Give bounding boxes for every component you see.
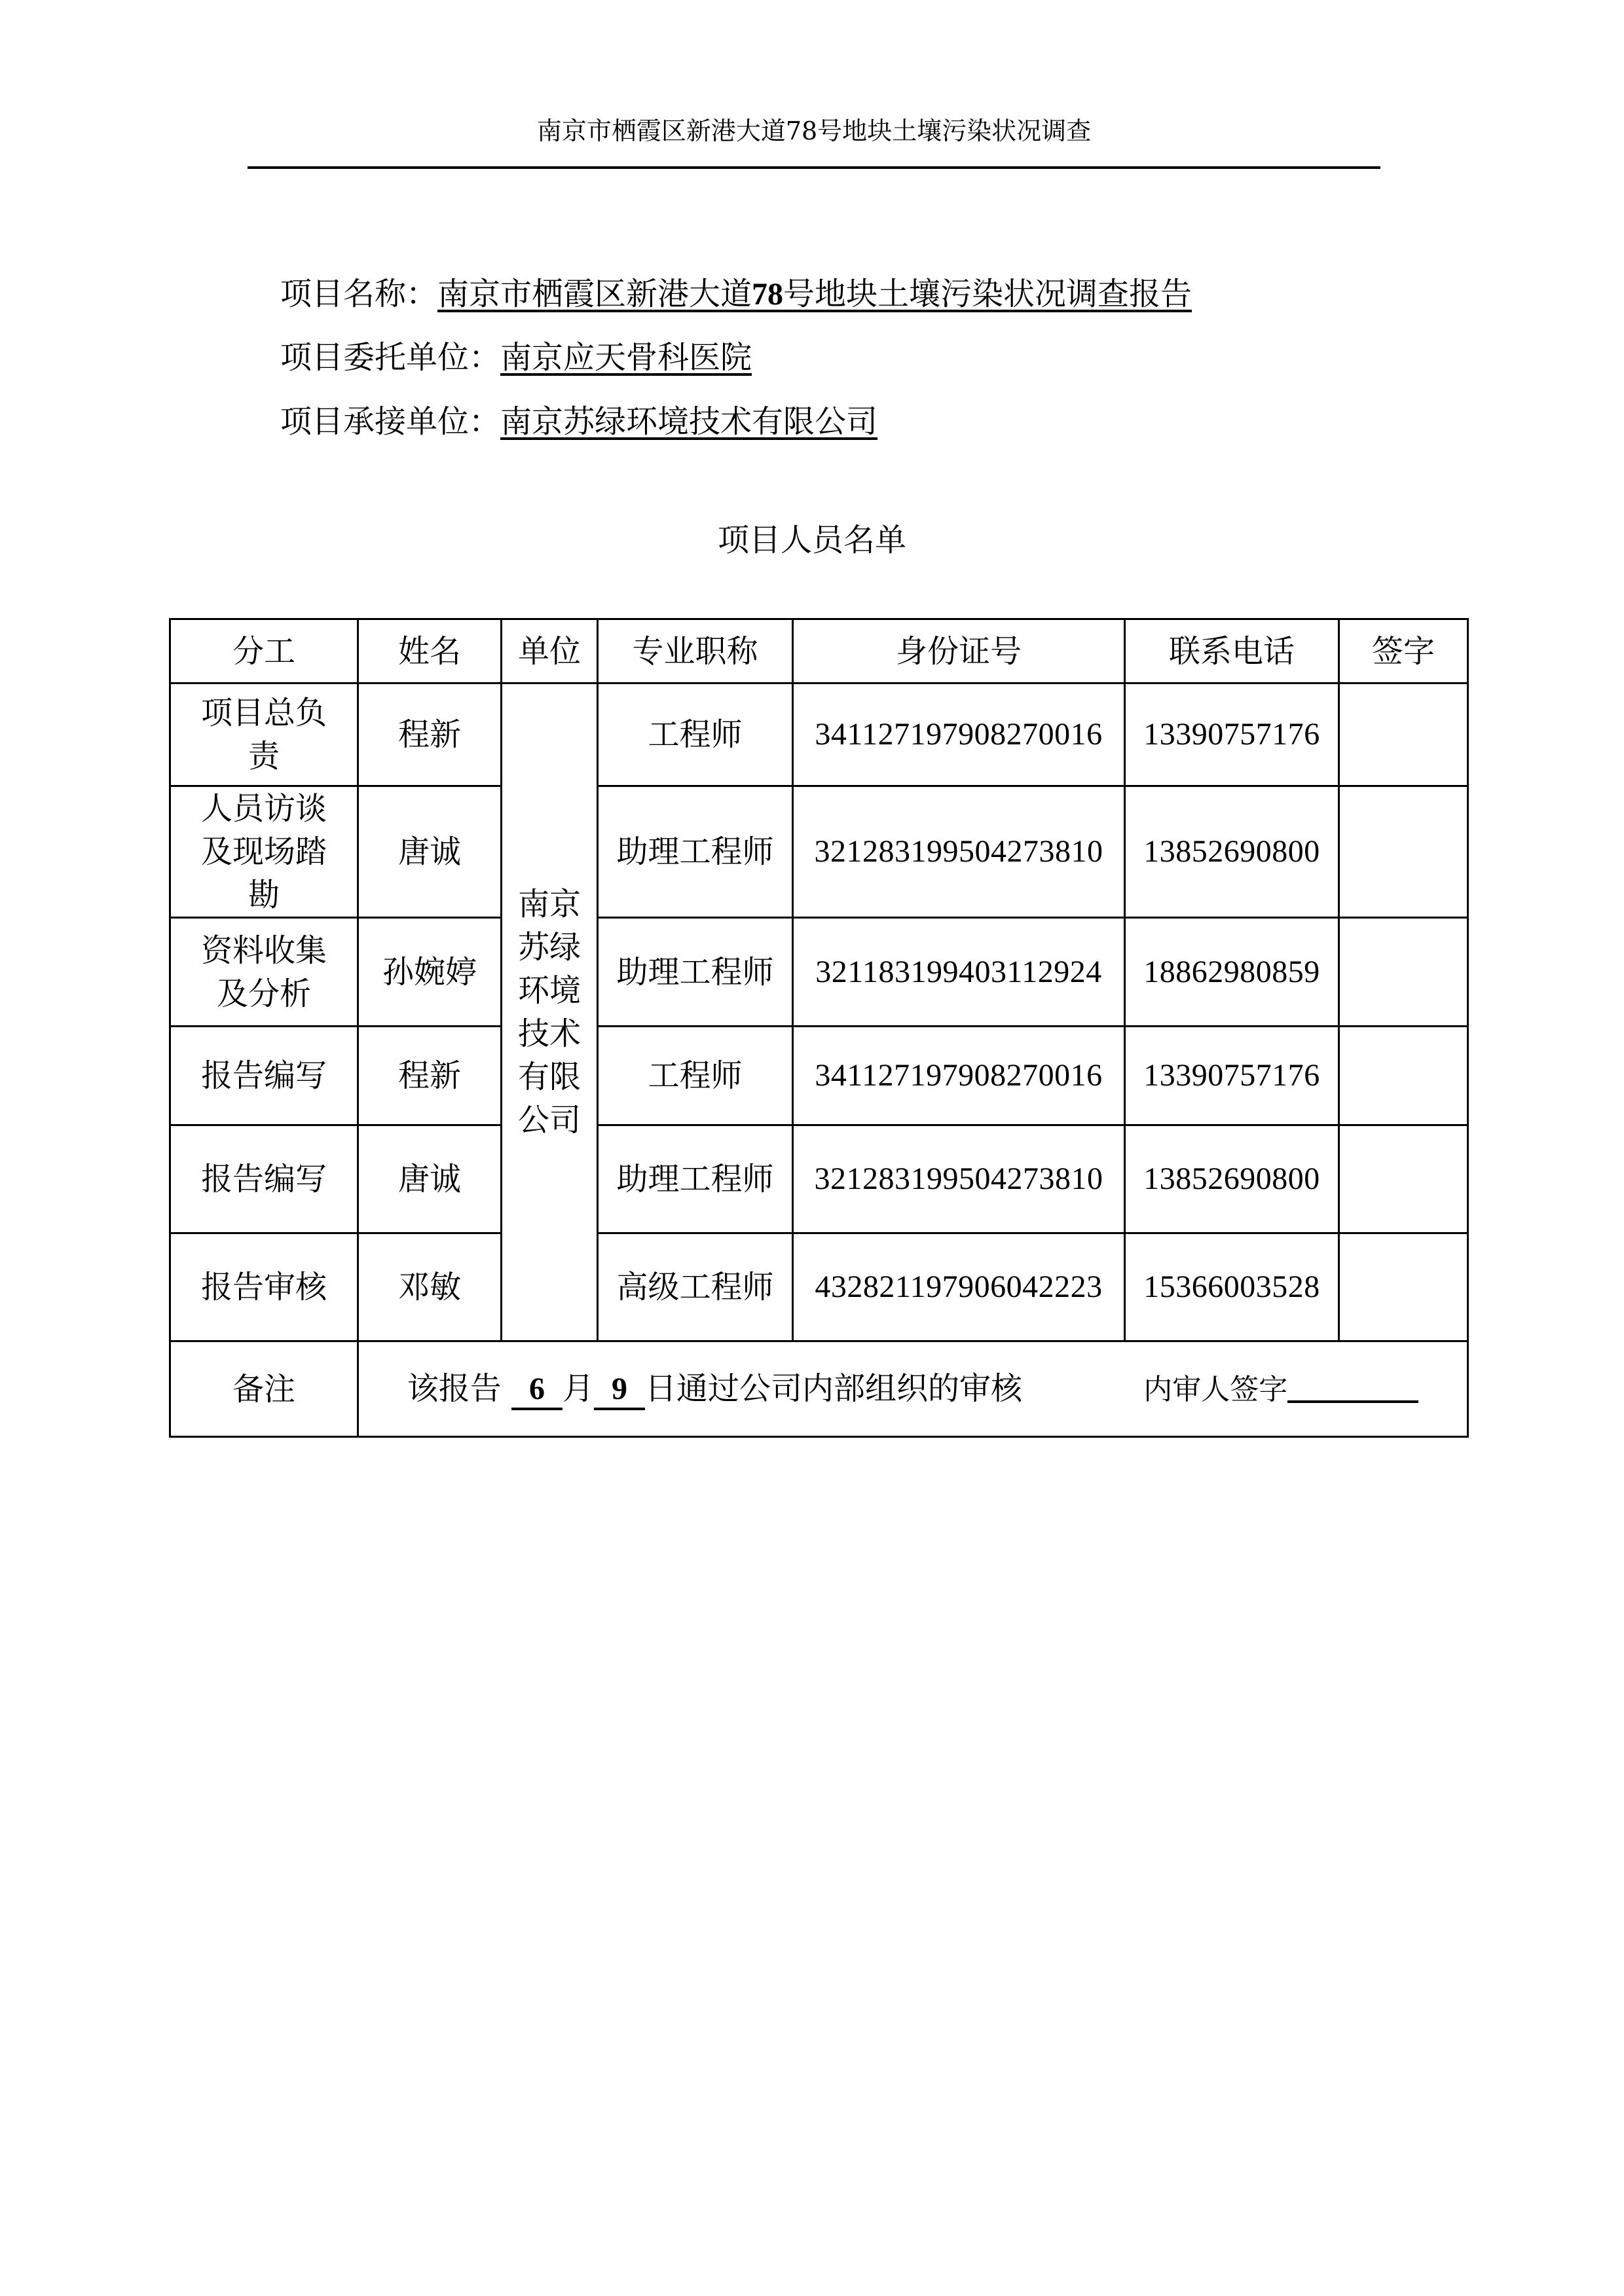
table-row: [170, 683, 1468, 786]
name-cell: 邓敏: [358, 1233, 502, 1341]
id-cell: 341127197908270016: [793, 683, 1125, 786]
phone-cell: 13852690800: [1125, 1125, 1339, 1233]
header-cell: 联系电话: [1125, 619, 1339, 683]
client-label: 项目委托单位：: [280, 339, 501, 376]
role-line: 及现场踏: [200, 833, 327, 870]
unit-cell: [502, 683, 598, 1341]
sign-cell[interactable]: [1339, 1233, 1468, 1341]
header-rule: [248, 166, 1380, 169]
contractor-line: [280, 399, 877, 445]
phone-cell: 13390757176: [1125, 683, 1339, 786]
role-cell: [170, 1027, 358, 1125]
contractor-label: 项目承接单位：: [280, 403, 501, 440]
list-title: 项目人员名单: [717, 522, 906, 558]
contractor-value: 南京苏绿环境技术有限公司: [500, 403, 878, 440]
title-cell: 助理工程师: [598, 786, 793, 918]
id-cell: 432821197906042223: [793, 1233, 1125, 1341]
phone-cell: 18862980859: [1125, 918, 1339, 1027]
role-line: 报告编写: [200, 1057, 327, 1094]
project-name-value-num: 78: [752, 277, 784, 312]
remark-row: [170, 1341, 1468, 1437]
id-cell: 321283199504273810: [793, 1125, 1125, 1233]
unit-line: 有限: [517, 1059, 581, 1095]
unit-line: 环境: [517, 972, 581, 1009]
sign-cell[interactable]: [1339, 918, 1468, 1027]
table-row: [170, 1233, 1468, 1341]
name-cell: 程新: [358, 683, 502, 786]
phone-cell: 13852690800: [1125, 786, 1339, 918]
role-cell: [170, 1233, 358, 1341]
running-header: 南京市栖霞区新港大道78号地块土壤污染状况调查: [536, 117, 1092, 145]
remark-day: 9: [594, 1371, 645, 1410]
title-cell: 工程师: [598, 683, 793, 786]
project-name-line: [280, 271, 1192, 318]
client-line: [280, 335, 752, 380]
sign-cell[interactable]: [1339, 786, 1468, 918]
phone-cell: 15366003528: [1125, 1233, 1339, 1341]
project-name-value-pre: 南京市栖霞区新港大道: [437, 276, 752, 312]
header-cell: 签字: [1339, 619, 1468, 683]
unit-line: 技术: [517, 1015, 581, 1052]
remark-text-post: 日通过公司内部组织的审核: [645, 1370, 1023, 1407]
client-value: 南京应天骨科医院: [500, 339, 752, 376]
project-name-value: [437, 276, 1192, 312]
sign-cell[interactable]: [1339, 1027, 1468, 1125]
name-cell: 唐诚: [358, 1125, 502, 1233]
unit-line: 苏绿: [517, 929, 581, 966]
role-cell: [170, 683, 358, 786]
remark-text-pre: 该报告: [407, 1370, 502, 1407]
role-line: 勘: [248, 877, 280, 913]
header-cell: 分工: [170, 619, 358, 683]
sign-cell[interactable]: [1339, 683, 1468, 786]
remark-signer-label: 内审人签字: [1143, 1372, 1288, 1406]
header-cell: 专业职称: [598, 619, 793, 683]
sign-cell[interactable]: [1339, 1125, 1468, 1233]
name-cell: 程新: [358, 1027, 502, 1125]
signer-signature-line[interactable]: [1287, 1372, 1418, 1403]
unit-line: 公司: [517, 1102, 581, 1139]
role-line: 人员访谈: [200, 790, 327, 827]
remark-month-unit: 月: [562, 1370, 594, 1407]
role-line: 报告编写: [200, 1161, 327, 1197]
id-cell: 321283199504273810: [793, 786, 1125, 918]
role-cell: [170, 918, 358, 1027]
remark-label: 备注: [170, 1341, 358, 1437]
unit-line: 南京: [517, 886, 581, 922]
remark-content: [358, 1341, 1468, 1437]
role-line: 资料收集: [200, 932, 327, 969]
table-row: [170, 918, 1468, 1027]
name-cell: 唐诚: [358, 786, 502, 918]
project-name-label: 项目名称：: [280, 276, 438, 312]
table-row: [170, 1027, 1468, 1125]
title-cell: 工程师: [598, 1027, 793, 1125]
table-row: [170, 786, 1468, 918]
table-header-row: [170, 619, 1468, 683]
project-name-value-post: 号地块土壤污染状况调查报告: [783, 276, 1192, 312]
header-cell: 姓名: [358, 619, 502, 683]
staff-table: [169, 618, 1469, 1438]
role-line: 责: [248, 738, 280, 774]
title-cell: 高级工程师: [598, 1233, 793, 1341]
id-cell: 341127197908270016: [793, 1027, 1125, 1125]
title-cell: 助理工程师: [598, 1125, 793, 1233]
name-cell: 孙婉婷: [358, 918, 502, 1027]
remark-month: 6: [511, 1371, 563, 1410]
role-cell: [170, 1125, 358, 1233]
table-row: [170, 1125, 1468, 1233]
role-line: 及分析: [216, 975, 311, 1012]
phone-cell: 13390757176: [1125, 1027, 1339, 1125]
role-cell: [170, 786, 358, 918]
header-cell: 单位: [502, 619, 598, 683]
header-cell: 身份证号: [793, 619, 1125, 683]
id-cell: 321183199403112924: [793, 918, 1125, 1027]
title-cell: 助理工程师: [598, 918, 793, 1027]
role-line: 报告审核: [200, 1269, 327, 1305]
role-line: 项目总负: [200, 695, 327, 731]
